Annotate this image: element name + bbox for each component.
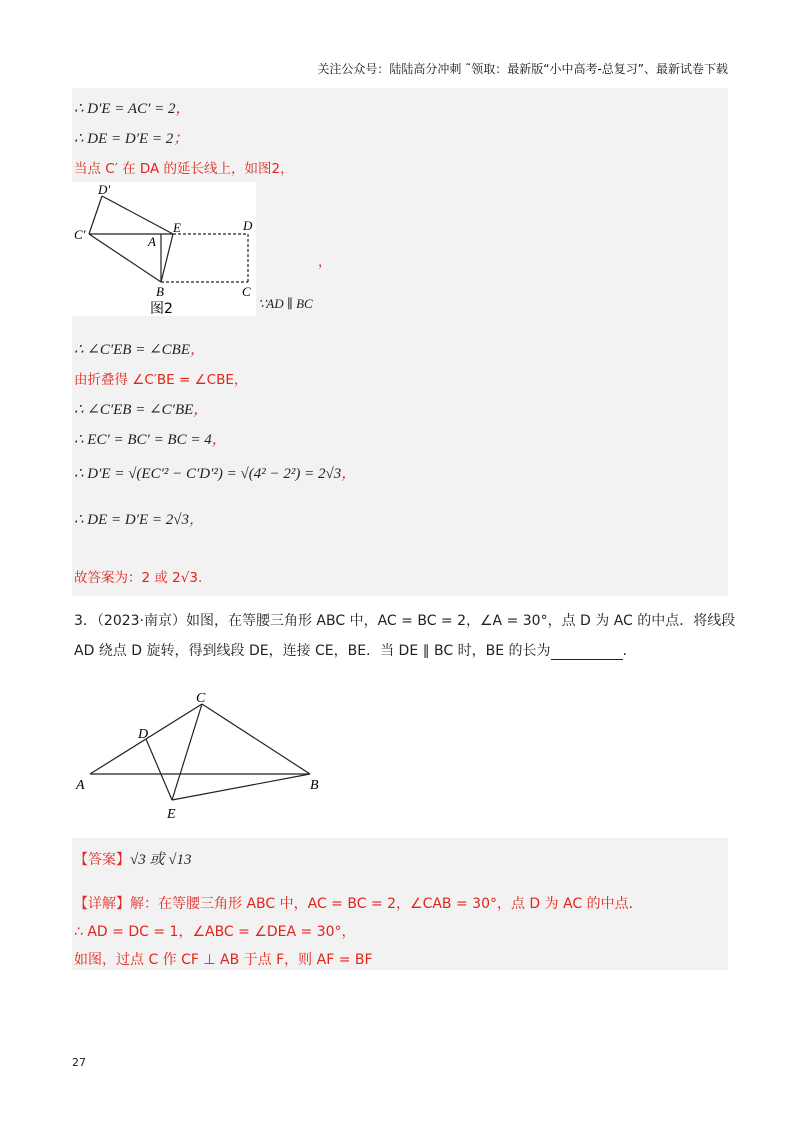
solution-line-7: ∴ EC′ = BC′ = BC = 4， [74, 432, 227, 448]
solution-line-6: ∴ ∠C′EB = ∠C′BE， [74, 402, 209, 418]
solution-line-2: ∴ DE = D′E = 2； [74, 131, 189, 147]
fig2-label-a: A [148, 234, 156, 249]
question-3-line-2: AD 绕点 D 旋转，得到线段 DE，连接 CE，BE．当 DE ∥ BC 时，BE 的长为 . [74, 643, 627, 659]
fig3-label-d: D [138, 727, 149, 742]
fig3-label-a: A [76, 778, 85, 793]
figure-2-drawing [72, 182, 256, 316]
fig3-label-b: B [310, 778, 319, 793]
fig2-trailing-comma: ， [318, 254, 332, 270]
solution-line-8: ∴ D′E = √(EC′² − C′D′²) = √(4² − 2²) = 2√3， [74, 466, 357, 482]
solution-final-answer: 故答案为：2 或 2√3. [74, 570, 203, 586]
detail-line-3: 如图，过点 C 作 CF ⊥ AB 于点 F，则 AF = BF [74, 952, 373, 968]
fig3-label-e: E [167, 807, 176, 822]
detail-tag: 【详解】 [74, 896, 130, 912]
page-number: 27 [72, 1056, 86, 1069]
solution-line-3: 当点 C′ 在 DA 的延长线上，如图2， [74, 161, 294, 177]
fig2-label-c: C [242, 284, 251, 299]
detail-line-1: 【详解】解：在等腰三角形 ABC 中，AC = BC = 2，∠CAB = 30°，点 D 为 AC 的中点． [74, 896, 643, 912]
fig2-label-c-prime: C′ [74, 227, 86, 242]
fig2-caption: 图2 [150, 301, 173, 316]
page-header: 关注公众号：陆陆高分冲刺 ˜领取：最新版“小中高考-总复习”、最新试卷下载 [317, 62, 728, 76]
solution-line-4: ∴ ∠C′EB = ∠CBE， [74, 342, 206, 358]
solution-line-5: 由折叠得 ∠C′BE = ∠CBE， [74, 372, 248, 388]
answer-text: √3 或 √13 [130, 852, 192, 868]
fig3-label-c: C [196, 691, 206, 706]
fig2-label-d-prime: D′ [98, 182, 111, 197]
solution-line-1: ∴ D′E = AC′ = 2， [74, 101, 191, 117]
fig2-label-b: B [156, 284, 164, 299]
detail-line-2: ∴ AD = DC = 1，∠ABC = ∠DEA = 30°， [74, 924, 356, 940]
figure-3 [72, 690, 332, 826]
because-ad-parallel-bc: ∵AD ∥ BC [258, 296, 313, 311]
solution-line-9: ∴ DE = D′E = 2√3， [74, 512, 205, 528]
figure-2 [72, 182, 256, 316]
question-3-line-1: 3．（2023·南京）如图，在等腰三角形 ABC 中，AC = BC = 2，∠A = 30°，点 D 为 AC 的中点．将线段 [74, 613, 736, 629]
fig2-label-d: D [243, 218, 253, 233]
fig2-label-e: E [173, 220, 181, 235]
answer-line [74, 848, 191, 869]
answer-tag: 【答案】 [74, 852, 130, 868]
answer-blank [551, 645, 623, 660]
